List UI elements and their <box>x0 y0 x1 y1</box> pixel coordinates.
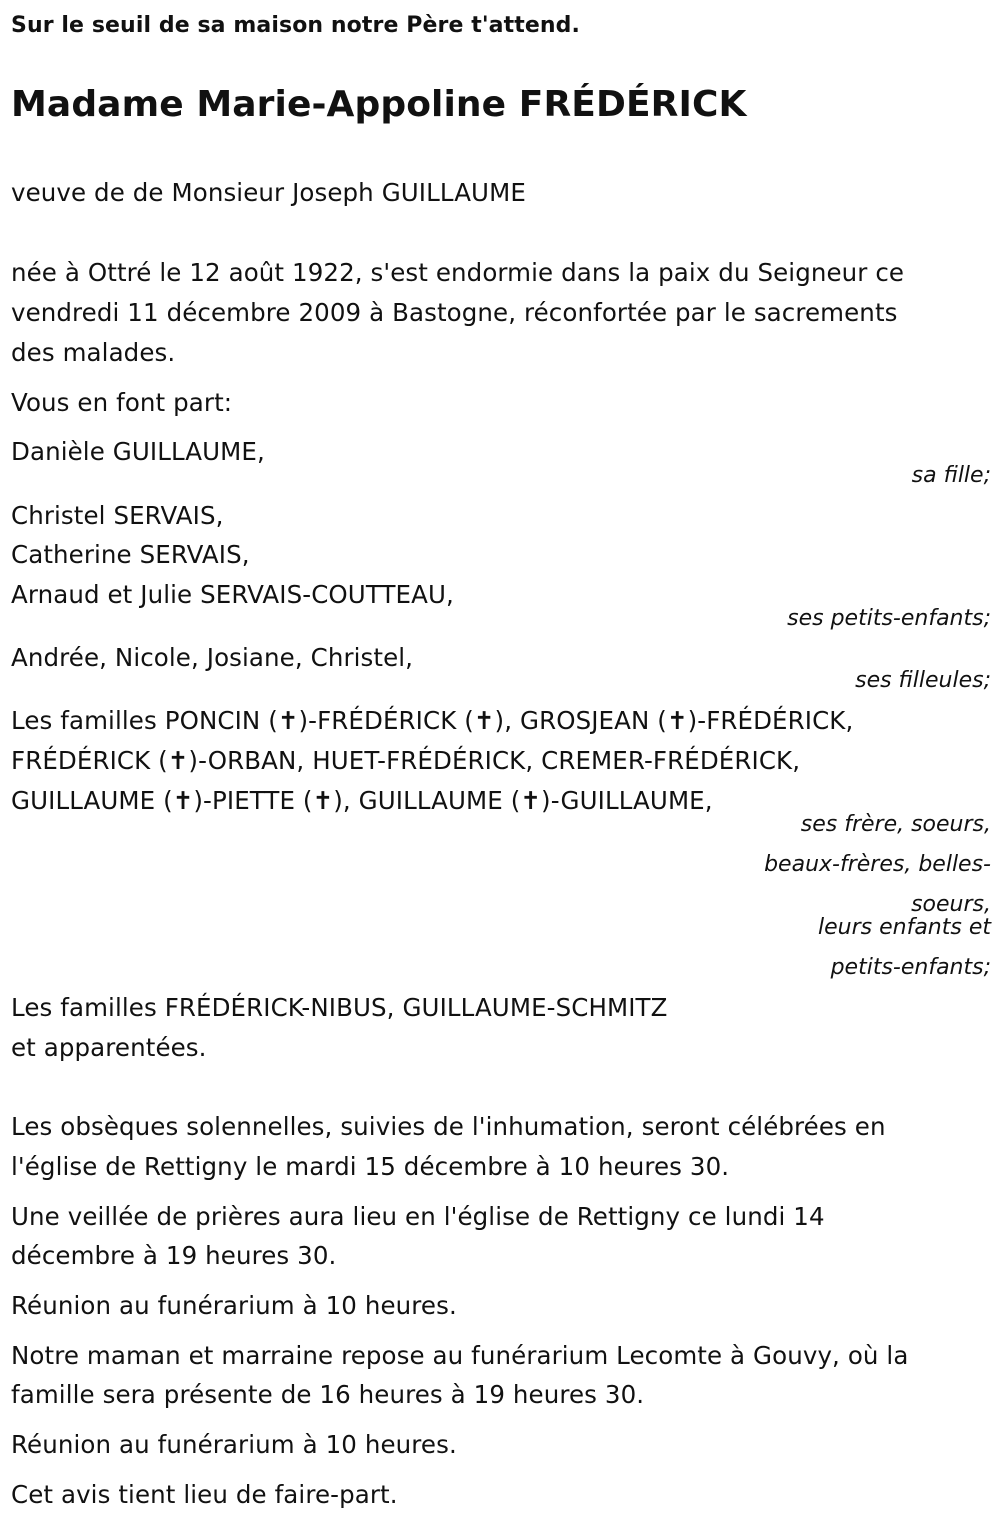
siblings-relation: soeurs, <box>911 892 991 917</box>
siblings-relation: ses frère, soeurs, <box>800 812 991 837</box>
meeting-line: Réunion au funérarium à 10 heures. <box>11 1291 457 1320</box>
siblings-families-line: FRÉDÉRICK (✝)-ORBAN, HUET-FRÉDÉRICK, CREMER-FRÉDÉRICK, <box>11 746 801 775</box>
siblings-families-line: GUILLAUME (✝)-PIETTE (✝), GUILLAUME (✝)-GUILLAUME, <box>11 786 713 815</box>
vigil-line: décembre à 19 heures 30. <box>11 1241 337 1270</box>
birth-death-line: vendredi 11 décembre 2009 à Bastogne, réconfortée par le sacrements <box>11 298 898 327</box>
rest-line: famille sera présente de 16 heures à 19 heures 30. <box>11 1380 645 1409</box>
closing-line: Cet avis tient lieu de faire-part. <box>11 1480 398 1509</box>
related-families-line: Les familles FRÉDÉRICK-NIBUS, GUILLAUME-SCHMITZ <box>11 993 668 1022</box>
daughter-relation: sa fille; <box>911 463 991 488</box>
birth-death-line: née à Ottré le 12 août 1922, s'est endormie dans la paix du Seigneur ce <box>11 258 905 287</box>
deceased-name: Madame Marie-Appoline FRÉDÉRICK <box>11 84 747 125</box>
siblings-relation-2: leurs enfants et <box>818 915 991 940</box>
funeral-line: Les obsèques solennelles, suivies de l'inhumation, seront célébrées en <box>11 1112 886 1141</box>
rest-line: Notre maman et marraine repose au funérarium Lecomte à Gouvy, où la <box>11 1341 909 1370</box>
grandchild-name: Christel SERVAIS, <box>11 501 224 530</box>
siblings-relation: beaux-frères, belles- <box>764 852 991 877</box>
goddaughters-relation: ses filleules; <box>855 668 991 693</box>
announce-line: Vous en font part: <box>11 388 233 417</box>
funeral-line: l'église de Rettigny le mardi 15 décembre à 10 heures 30. <box>11 1152 730 1181</box>
siblings-relation-2: petits-enfants; <box>830 955 991 980</box>
daughter-name: Danièle GUILLAUME, <box>11 437 265 466</box>
grandchild-name: Catherine SERVAIS, <box>11 540 250 569</box>
grandchildren-relation: ses petits-enfants; <box>787 606 991 631</box>
related-families-line: et apparentées. <box>11 1033 207 1062</box>
meeting-line: Réunion au funérarium à 10 heures. <box>11 1430 457 1459</box>
goddaughters-names: Andrée, Nicole, Josiane, Christel, <box>11 643 414 672</box>
siblings-families-line: Les familles PONCIN (✝)-FRÉDÉRICK (✝), GROSJEAN (✝)-FRÉDÉRICK, <box>11 706 854 735</box>
grandchild-name: Arnaud et Julie SERVAIS-COUTTEAU, <box>11 580 454 609</box>
motto: Sur le seuil de sa maison notre Père t'attend. <box>11 13 580 38</box>
spouse-line: veuve de de Monsieur Joseph GUILLAUME <box>11 178 526 207</box>
vigil-line: Une veillée de prières aura lieu en l'église de Rettigny ce lundi 14 <box>11 1202 825 1231</box>
birth-death-line: des malades. <box>11 338 176 367</box>
